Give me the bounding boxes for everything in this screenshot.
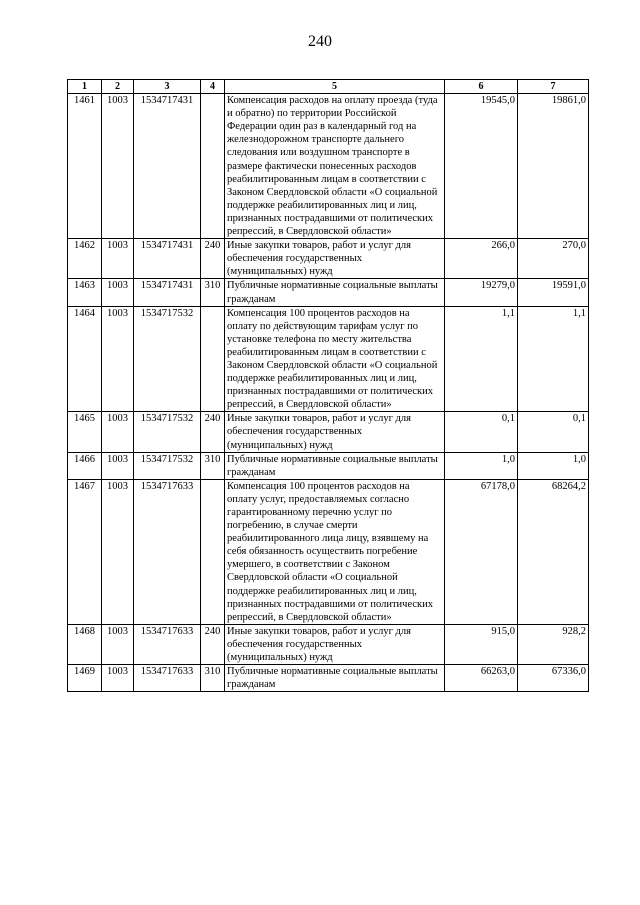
amount-year-1: 19545,0 bbox=[445, 94, 518, 239]
amount-year-2: 19861,0 bbox=[518, 94, 589, 239]
row-number: 1467 bbox=[68, 479, 102, 624]
section-code: 1003 bbox=[102, 412, 134, 452]
amount-year-1: 66263,0 bbox=[445, 665, 518, 692]
target-code: 1534717532 bbox=[134, 452, 201, 479]
expense-kind-code: 240 bbox=[201, 412, 225, 452]
section-code: 1003 bbox=[102, 665, 134, 692]
table-row bbox=[68, 239, 589, 279]
amount-year-2: 67336,0 bbox=[518, 665, 589, 692]
amount-year-1: 67178,0 bbox=[445, 479, 518, 624]
expense-name: Иные закупки товаров, работ и услуг для обеспечения государственных (муниципальных) нужд bbox=[225, 239, 445, 279]
row-number: 1468 bbox=[68, 624, 102, 664]
table-row bbox=[68, 452, 589, 479]
target-code: 1534717633 bbox=[134, 479, 201, 624]
amount-year-1: 915,0 bbox=[445, 624, 518, 664]
expense-name: Компенсация расходов на оплату проезда (туда и обратно) по территории Российской Федерации один раз в календарный год на железнодорожном транспорте дальнего следования или воздушном транспорте в размере фактически понесенных расходов реабилитированным лицам в соответствии с Законом Свердловской области «О социальной поддержке реабилитированных лиц и лиц, признанных пострадавшими от политических репрессий, в Свердловской области» bbox=[225, 94, 445, 239]
row-number: 1462 bbox=[68, 239, 102, 279]
expense-name: Иные закупки товаров, работ и услуг для обеспечения государственных (муниципальных) нужд bbox=[225, 624, 445, 664]
target-code: 1534717532 bbox=[134, 412, 201, 452]
expense-kind-code bbox=[201, 306, 225, 412]
column-header: 3 bbox=[134, 80, 201, 94]
column-header: 4 bbox=[201, 80, 225, 94]
expense-kind-code bbox=[201, 94, 225, 239]
amount-year-2: 1,1 bbox=[518, 306, 589, 412]
amount-year-2: 0,1 bbox=[518, 412, 589, 452]
table-row bbox=[68, 412, 589, 452]
row-number: 1469 bbox=[68, 665, 102, 692]
section-code: 1003 bbox=[102, 479, 134, 624]
target-code: 1534717532 bbox=[134, 306, 201, 412]
amount-year-1: 1,1 bbox=[445, 306, 518, 412]
section-code: 1003 bbox=[102, 94, 134, 239]
target-code: 1534717633 bbox=[134, 665, 201, 692]
expense-name: Компенсация 100 процентов расходов на оплату по действующим тарифам услуг по установке телефона по месту жительства реабилитированным лицам в соответствии с Законом Свердловской области «О социальной поддержке реабилитированных лиц и лиц, признанных пострадавшими от политических репрессий, в Свердловской области» bbox=[225, 306, 445, 412]
row-number: 1465 bbox=[68, 412, 102, 452]
expense-kind-code bbox=[201, 479, 225, 624]
expense-name: Публичные нормативные социальные выплаты гражданам bbox=[225, 452, 445, 479]
amount-year-2: 270,0 bbox=[518, 239, 589, 279]
budget-table bbox=[67, 79, 589, 692]
amount-year-2: 928,2 bbox=[518, 624, 589, 664]
amount-year-1: 0,1 bbox=[445, 412, 518, 452]
row-number: 1466 bbox=[68, 452, 102, 479]
column-header: 1 bbox=[68, 80, 102, 94]
row-number: 1463 bbox=[68, 279, 102, 306]
page-number: 240 bbox=[308, 33, 332, 50]
target-code: 1534717431 bbox=[134, 94, 201, 239]
expense-kind-code: 240 bbox=[201, 624, 225, 664]
section-code: 1003 bbox=[102, 239, 134, 279]
section-code: 1003 bbox=[102, 452, 134, 479]
column-header: 7 bbox=[518, 80, 589, 94]
expense-kind-code: 240 bbox=[201, 239, 225, 279]
column-header: 6 bbox=[445, 80, 518, 94]
amount-year-1: 19279,0 bbox=[445, 279, 518, 306]
expense-name: Компенсация 100 процентов расходов на оплату услуг, предоставляемых согласно гарантированному перечню услуг по погребению, в случае смерти реабилитированного лица лицу, взявшему на себя обязанность осуществить погребение умершего, в соответствии с Законом Свердловской области «О социальной поддержке реабилитированных лиц и лиц, признанных пострадавшими от политических репрессий, в Свердловской области» bbox=[225, 479, 445, 624]
table-row bbox=[68, 665, 589, 692]
expense-kind-code: 310 bbox=[201, 279, 225, 306]
column-header: 2 bbox=[102, 80, 134, 94]
table-row bbox=[68, 479, 589, 624]
expense-name: Публичные нормативные социальные выплаты гражданам bbox=[225, 665, 445, 692]
table-row bbox=[68, 306, 589, 412]
expense-name: Публичные нормативные социальные выплаты гражданам bbox=[225, 279, 445, 306]
table-row bbox=[68, 94, 589, 239]
expense-name: Иные закупки товаров, работ и услуг для обеспечения государственных (муниципальных) нужд bbox=[225, 412, 445, 452]
expense-kind-code: 310 bbox=[201, 452, 225, 479]
table-row bbox=[68, 279, 589, 306]
target-code: 1534717431 bbox=[134, 239, 201, 279]
column-header: 5 bbox=[225, 80, 445, 94]
amount-year-2: 1,0 bbox=[518, 452, 589, 479]
amount-year-2: 19591,0 bbox=[518, 279, 589, 306]
section-code: 1003 bbox=[102, 624, 134, 664]
row-number: 1464 bbox=[68, 306, 102, 412]
section-code: 1003 bbox=[102, 279, 134, 306]
amount-year-2: 68264,2 bbox=[518, 479, 589, 624]
row-number: 1461 bbox=[68, 94, 102, 239]
target-code: 1534717633 bbox=[134, 624, 201, 664]
amount-year-1: 1,0 bbox=[445, 452, 518, 479]
table-row bbox=[68, 624, 589, 664]
target-code: 1534717431 bbox=[134, 279, 201, 306]
amount-year-1: 266,0 bbox=[445, 239, 518, 279]
table-header-row bbox=[68, 80, 589, 94]
expense-kind-code: 310 bbox=[201, 665, 225, 692]
section-code: 1003 bbox=[102, 306, 134, 412]
